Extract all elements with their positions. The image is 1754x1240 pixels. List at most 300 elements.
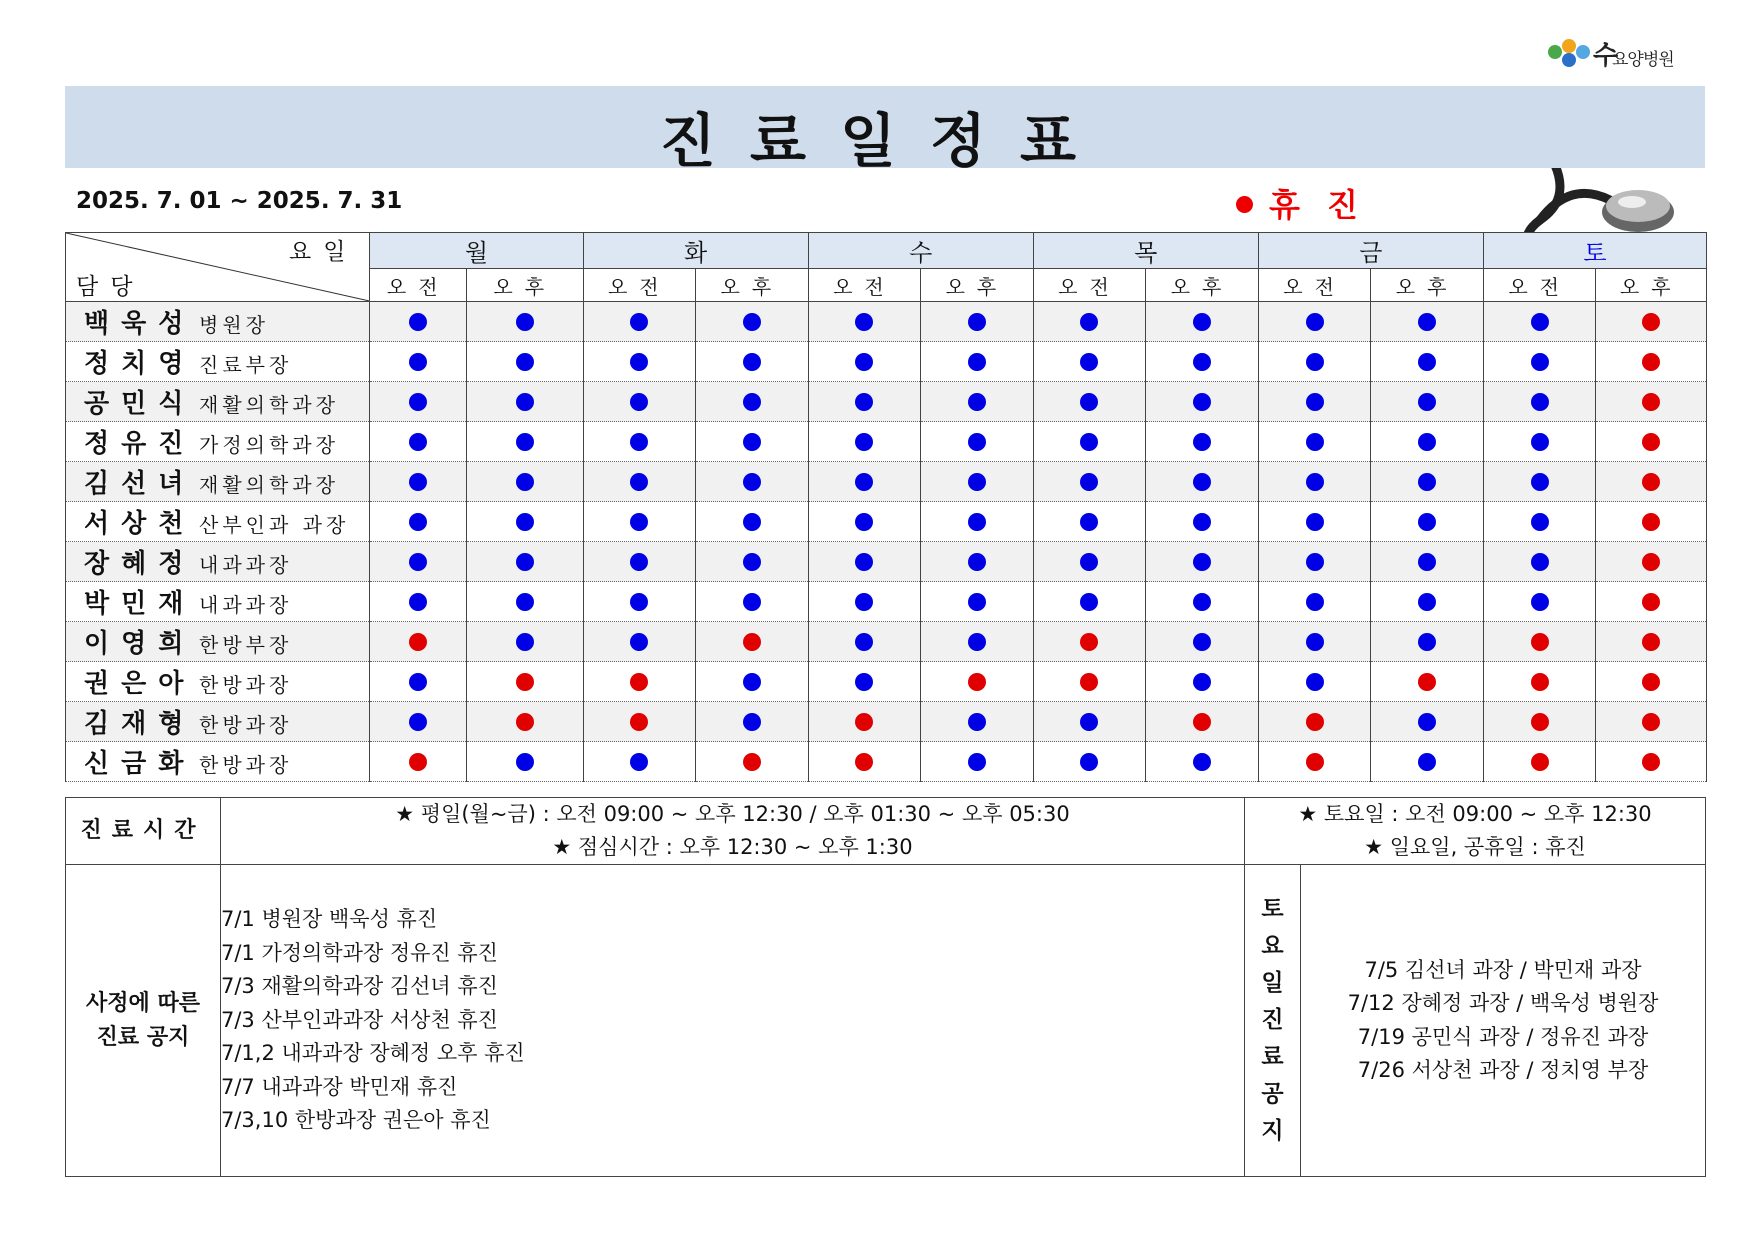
open-dot-icon: [1193, 593, 1211, 611]
schedule-cell: [583, 502, 696, 542]
logo-text: 요양병원: [1612, 50, 1674, 70]
schedule-cell: [1371, 422, 1484, 462]
closed-dot-icon: [409, 633, 427, 651]
closed-dot-icon: [1418, 673, 1436, 691]
schedule-cell: [583, 742, 696, 782]
schedule-cell: [808, 502, 921, 542]
open-dot-icon: [1080, 353, 1098, 371]
schedule-cell: [583, 462, 696, 502]
hours-label: 진료시간: [66, 798, 221, 865]
open-dot-icon: [630, 553, 648, 571]
open-dot-icon: [855, 473, 873, 491]
day-header: 목: [1033, 233, 1258, 269]
schedule-cell: [696, 542, 809, 582]
open-dot-icon: [630, 393, 648, 411]
holiday-hours-text: ★ 일요일, 공휴일 : 휴진: [1364, 835, 1586, 859]
doctor-row: [66, 382, 1707, 422]
open-dot-icon: [743, 553, 761, 571]
doctor-row: [66, 502, 1707, 542]
open-dot-icon: [1418, 513, 1436, 531]
schedule-cell: [1258, 582, 1371, 622]
open-dot-icon: [968, 753, 986, 771]
doctor-cell: [66, 702, 370, 742]
notice-label-line2: 진료 공지: [96, 1024, 190, 1050]
saturday-notice-item: 7/12 장혜정 과장 / 백욱성 병원장: [1347, 991, 1659, 1015]
schedule-cell: [466, 342, 583, 382]
open-dot-icon: [630, 473, 648, 491]
closed-dot-icon: [1193, 713, 1211, 731]
schedule-cell: [370, 302, 466, 342]
doctor-name: 박민재: [84, 589, 196, 619]
schedule-cell: [466, 622, 583, 662]
doctor-heading: 담당: [76, 274, 145, 300]
saturday-notice-item: 7/26 서상천 과장 / 정치영 부장: [1357, 1058, 1649, 1082]
doctor-row: [66, 462, 1707, 502]
schedule-cell: [1371, 542, 1484, 582]
notice-item: 7/1 가정의학과장 정유진 휴진: [221, 940, 498, 965]
open-dot-icon: [1418, 313, 1436, 331]
open-dot-icon: [1306, 393, 1324, 411]
saturday-notice-item: 7/19 공민식 과장 / 정유진 과장: [1357, 1024, 1649, 1049]
open-dot-icon: [1418, 353, 1436, 371]
doctor-rank: 내과과장: [199, 593, 293, 617]
doctor-row: [66, 582, 1707, 622]
open-dot-icon: [516, 353, 534, 371]
open-dot-icon: [1193, 353, 1211, 371]
saturday-notice-label: [1245, 865, 1301, 1177]
schedule-cell: [1033, 382, 1146, 422]
open-dot-icon: [968, 313, 986, 331]
schedule-cell: [921, 302, 1034, 342]
open-dot-icon: [409, 713, 427, 731]
doctor-cell: [66, 622, 370, 662]
schedule-cell: [808, 422, 921, 462]
schedule-cell: [583, 542, 696, 582]
open-dot-icon: [1193, 753, 1211, 771]
closed-dot-icon: [1080, 673, 1098, 691]
schedule-cell: [696, 662, 809, 702]
schedule-cell: [921, 662, 1034, 702]
session-header: 오후: [696, 269, 809, 302]
saturday-notice-label-char: 공: [1261, 1081, 1284, 1107]
closed-dot-icon: [1642, 393, 1660, 411]
open-dot-icon: [1080, 553, 1098, 571]
session-header: 오전: [808, 269, 921, 302]
open-dot-icon: [516, 513, 534, 531]
open-dot-icon: [630, 433, 648, 451]
closed-legend: [1236, 180, 1366, 226]
open-dot-icon: [1418, 633, 1436, 651]
schedule-cell: [370, 702, 466, 742]
open-dot-icon: [855, 313, 873, 331]
schedule-cell: [1483, 582, 1596, 622]
legend-label: 휴 진: [1269, 186, 1366, 224]
schedule-cell: [583, 622, 696, 662]
open-dot-icon: [743, 713, 761, 731]
open-dot-icon: [1306, 353, 1324, 371]
schedule-cell: [583, 662, 696, 702]
schedule-cell: [808, 582, 921, 622]
open-dot-icon: [516, 313, 534, 331]
closed-dot-icon: [743, 633, 761, 651]
schedule-cell: [921, 622, 1034, 662]
schedule-cell: [921, 462, 1034, 502]
doctor-rank: 산부인과 과장: [199, 513, 350, 537]
schedule-cell: [1258, 702, 1371, 742]
doctor-cell: [66, 542, 370, 582]
open-dot-icon: [1080, 473, 1098, 491]
open-dot-icon: [1531, 593, 1549, 611]
day-header: 화: [583, 233, 808, 269]
open-dot-icon: [1531, 513, 1549, 531]
doctor-rank: 재활의학과장: [199, 473, 339, 497]
open-dot-icon: [1306, 553, 1324, 571]
open-dot-icon: [1306, 433, 1324, 451]
session-header: 오전: [370, 269, 466, 302]
schedule-cell: [1258, 542, 1371, 582]
closed-dot-icon: [743, 753, 761, 771]
open-dot-icon: [968, 713, 986, 731]
schedule-cell: [1258, 622, 1371, 662]
schedule-cell: [1146, 302, 1259, 342]
open-dot-icon: [855, 673, 873, 691]
open-dot-icon: [1193, 313, 1211, 331]
open-dot-icon: [1193, 433, 1211, 451]
open-dot-icon: [743, 513, 761, 531]
doctor-cell: [66, 462, 370, 502]
schedule-cell: [1596, 422, 1707, 462]
schedule-cell: [1596, 502, 1707, 542]
schedule-cell: [1371, 502, 1484, 542]
doctor-rank: 진료부장: [199, 353, 293, 377]
open-dot-icon: [855, 393, 873, 411]
schedule-cell: [1146, 742, 1259, 782]
open-dot-icon: [1193, 673, 1211, 691]
closed-dot-icon: [1642, 753, 1660, 771]
weekday-hours-text: ★ 평일(월~금) : 오전 09:00 ~ 오후 12:30 / 오후 01:30 ~ 오후 05:30: [395, 802, 1070, 826]
open-dot-icon: [855, 633, 873, 651]
closed-dot-icon: [1306, 713, 1324, 731]
open-dot-icon: [516, 593, 534, 611]
closed-dot-icon: [1642, 553, 1660, 571]
schedule-cell: [1033, 302, 1146, 342]
weekday-heading: 요일: [289, 239, 358, 265]
schedule-cell: [1596, 622, 1707, 662]
closed-dot-icon: [1642, 633, 1660, 651]
schedule-cell: [1596, 702, 1707, 742]
schedule-cell: [466, 662, 583, 702]
schedule-cell: [1033, 422, 1146, 462]
doctor-rank: 가정의학과장: [199, 433, 339, 457]
open-dot-icon: [1306, 473, 1324, 491]
doctor-row: [66, 622, 1707, 662]
open-dot-icon: [630, 593, 648, 611]
day-header: 금: [1258, 233, 1483, 269]
doctor-name: 이영희: [84, 629, 196, 659]
doctor-rank: 병원장: [199, 313, 269, 337]
open-dot-icon: [409, 553, 427, 571]
schedule-cell: [1146, 542, 1259, 582]
schedule-cell: [696, 422, 809, 462]
open-dot-icon: [743, 393, 761, 411]
schedule-cell: [1033, 542, 1146, 582]
schedule-cell: [1596, 462, 1707, 502]
schedule-cell: [921, 382, 1034, 422]
open-dot-icon: [1418, 593, 1436, 611]
open-dot-icon: [630, 633, 648, 651]
open-dot-icon: [1418, 553, 1436, 571]
open-dot-icon: [1080, 433, 1098, 451]
schedule-cell: [921, 342, 1034, 382]
closed-dot-icon: [1642, 313, 1660, 331]
open-dot-icon: [1531, 353, 1549, 371]
doctor-rank: 한방부장: [199, 633, 293, 657]
open-dot-icon: [1306, 633, 1324, 651]
doctor-row: [66, 702, 1707, 742]
open-dot-icon: [1193, 553, 1211, 571]
schedule-cell: [1483, 542, 1596, 582]
open-dot-icon: [743, 313, 761, 331]
schedule-cell: [1033, 622, 1146, 662]
doctor-row: [66, 302, 1707, 342]
schedule-cell: [1146, 702, 1259, 742]
open-dot-icon: [516, 753, 534, 771]
schedule-cell: [1596, 662, 1707, 702]
saturday-notice-label-char: 지: [1261, 1118, 1284, 1144]
doctor-name: 김선녀: [84, 469, 196, 499]
open-dot-icon: [1418, 713, 1436, 731]
schedule-cell: [1371, 582, 1484, 622]
schedule-cell: [370, 542, 466, 582]
corner-header: [66, 233, 370, 302]
saturday-notice-label-char: 일: [1261, 970, 1284, 996]
schedule-cell: [583, 342, 696, 382]
session-header: 오전: [1033, 269, 1146, 302]
schedule-cell: [1146, 582, 1259, 622]
schedule-cell: [1258, 382, 1371, 422]
closed-dot-icon: [1642, 473, 1660, 491]
open-dot-icon: [743, 473, 761, 491]
open-dot-icon: [1418, 433, 1436, 451]
doctor-name: 정유진: [84, 429, 196, 459]
schedule-cell: [1483, 502, 1596, 542]
closed-dot-icon: [1306, 753, 1324, 771]
saturday-notice-list: [1301, 865, 1706, 1177]
schedule-cell: [1033, 342, 1146, 382]
schedule-cell: [696, 582, 809, 622]
day-header: 월: [370, 233, 583, 269]
open-dot-icon: [855, 513, 873, 531]
schedule-cell: [1483, 702, 1596, 742]
schedule-cell: [1258, 342, 1371, 382]
closed-dot-icon: [1642, 673, 1660, 691]
schedule-table: [65, 232, 1707, 782]
schedule-cell: [1483, 342, 1596, 382]
open-dot-icon: [1418, 393, 1436, 411]
schedule-cell: [1596, 342, 1707, 382]
schedule-cell: [1371, 622, 1484, 662]
notice-label: [66, 865, 221, 1177]
open-dot-icon: [1306, 513, 1324, 531]
schedule-cell: [1033, 702, 1146, 742]
doctor-name: 신금화: [84, 749, 196, 779]
saturday-notice-label-char: 토: [1261, 896, 1284, 922]
open-dot-icon: [1080, 313, 1098, 331]
notice-item: 7/3,10 한방과장 권은아 휴진: [221, 1108, 491, 1133]
schedule-cell: [808, 542, 921, 582]
closed-dot-icon: [1531, 713, 1549, 731]
schedule-cell: [1596, 742, 1707, 782]
schedule-cell: [583, 702, 696, 742]
closed-dot-icon: [1642, 433, 1660, 451]
weekend-hours: [1245, 798, 1706, 865]
schedule-cell: [1146, 462, 1259, 502]
schedule-cell: [370, 662, 466, 702]
closed-dot-icon: [1080, 633, 1098, 651]
schedule-cell: [1483, 662, 1596, 702]
open-dot-icon: [1531, 433, 1549, 451]
schedule-cell: [466, 702, 583, 742]
schedule-cell: [1371, 662, 1484, 702]
open-dot-icon: [409, 433, 427, 451]
open-dot-icon: [409, 673, 427, 691]
open-dot-icon: [855, 553, 873, 571]
page-title: 진료일정표: [659, 107, 1111, 175]
open-dot-icon: [1080, 513, 1098, 531]
session-header: 오후: [1371, 269, 1484, 302]
open-dot-icon: [516, 633, 534, 651]
schedule-cell: [808, 742, 921, 782]
schedule-cell: [1258, 502, 1371, 542]
schedule-cell: [1146, 662, 1259, 702]
doctor-cell: [66, 662, 370, 702]
closed-dot-icon: [516, 713, 534, 731]
open-dot-icon: [968, 473, 986, 491]
schedule-cell: [370, 382, 466, 422]
closed-dot-icon: [1642, 593, 1660, 611]
schedule-cell: [1483, 382, 1596, 422]
doctor-rank: 한방과장: [199, 673, 293, 697]
open-dot-icon: [409, 593, 427, 611]
open-dot-icon: [516, 393, 534, 411]
schedule-cell: [1483, 742, 1596, 782]
open-dot-icon: [1080, 393, 1098, 411]
closed-dot-icon: [1531, 633, 1549, 651]
schedule-cell: [1371, 302, 1484, 342]
doctor-name: 공민식: [84, 389, 196, 419]
schedule-cell: [1146, 342, 1259, 382]
schedule-cell: [370, 342, 466, 382]
closed-dot-icon: [409, 753, 427, 771]
schedule-cell: [466, 582, 583, 622]
notice-item: 7/3 재활의학과장 김선녀 휴진: [221, 974, 498, 999]
open-dot-icon: [630, 353, 648, 371]
doctor-rank: 한방과장: [199, 713, 293, 737]
closed-dot-icon: [1642, 713, 1660, 731]
schedule-cell: [696, 622, 809, 662]
schedule-cell: [696, 342, 809, 382]
schedule-cell: [1258, 662, 1371, 702]
title-bar: [65, 86, 1705, 175]
open-dot-icon: [1193, 513, 1211, 531]
schedule-cell: [370, 502, 466, 542]
doctor-name: 장혜정: [84, 549, 196, 579]
schedule-cell: [808, 702, 921, 742]
open-dot-icon: [409, 353, 427, 371]
schedule-cell: [466, 542, 583, 582]
schedule-cell: [696, 302, 809, 342]
open-dot-icon: [968, 593, 986, 611]
open-dot-icon: [855, 593, 873, 611]
schedule-cell: [1146, 382, 1259, 422]
doctor-cell: [66, 342, 370, 382]
doctor-row: [66, 542, 1707, 582]
lunch-hours-text: ★ 점심시간 : 오후 12:30 ~ 오후 1:30: [552, 835, 913, 859]
schedule-cell: [1483, 462, 1596, 502]
doctor-cell: [66, 422, 370, 462]
schedule-cell: [1258, 302, 1371, 342]
open-dot-icon: [409, 513, 427, 531]
schedule-cell: [1033, 662, 1146, 702]
open-dot-icon: [968, 553, 986, 571]
day-header: 수: [808, 233, 1033, 269]
closed-dot-icon: [968, 673, 986, 691]
date-range: 2025. 7. 01 ~ 2025. 7. 31: [76, 188, 403, 214]
schedule-cell: [583, 382, 696, 422]
open-dot-icon: [1080, 753, 1098, 771]
schedule-cell: [583, 582, 696, 622]
doctor-name: 김재형: [84, 709, 196, 739]
saturday-notice-label-char: 요: [1261, 933, 1284, 959]
doctor-row: [66, 742, 1707, 782]
schedule-cell: [921, 742, 1034, 782]
schedule-cell: [1371, 742, 1484, 782]
open-dot-icon: [1080, 593, 1098, 611]
schedule-cell: [696, 382, 809, 422]
schedule-cell: [1033, 742, 1146, 782]
open-dot-icon: [1193, 393, 1211, 411]
closed-dot-icon: [630, 673, 648, 691]
open-dot-icon: [1531, 473, 1549, 491]
notice-item: 7/1 병원장 백욱성 휴진: [221, 907, 438, 932]
session-header: 오전: [583, 269, 696, 302]
schedule-cell: [466, 502, 583, 542]
session-header: 오전: [1483, 269, 1596, 302]
doctor-rank: 재활의학과장: [199, 393, 339, 417]
open-dot-icon: [968, 513, 986, 531]
open-dot-icon: [1193, 633, 1211, 651]
saturday-notice-label-char: 진: [1261, 1007, 1284, 1033]
schedule-cell: [808, 462, 921, 502]
session-header: 오후: [1146, 269, 1259, 302]
doctor-row: [66, 662, 1707, 702]
schedule-cell: [921, 702, 1034, 742]
saturday-notice-item: 7/5 김선녀 과장 / 박민재 과장: [1364, 957, 1642, 982]
saturday-hours-text: ★ 토요일 : 오전 09:00 ~ 오후 12:30: [1298, 802, 1652, 826]
doctor-cell: [66, 302, 370, 342]
open-dot-icon: [630, 513, 648, 531]
svg-text:수: 수: [1593, 41, 1619, 71]
open-dot-icon: [630, 753, 648, 771]
notice-item: 7/1,2 내과과장 장혜정 오후 휴진: [221, 1041, 525, 1066]
doctor-name: 정치영: [84, 349, 196, 379]
schedule-cell: [1483, 422, 1596, 462]
doctor-cell: [66, 502, 370, 542]
schedule-cell: [1146, 502, 1259, 542]
schedule-cell: [1146, 422, 1259, 462]
open-dot-icon: [1306, 313, 1324, 331]
schedule-cell: [921, 502, 1034, 542]
